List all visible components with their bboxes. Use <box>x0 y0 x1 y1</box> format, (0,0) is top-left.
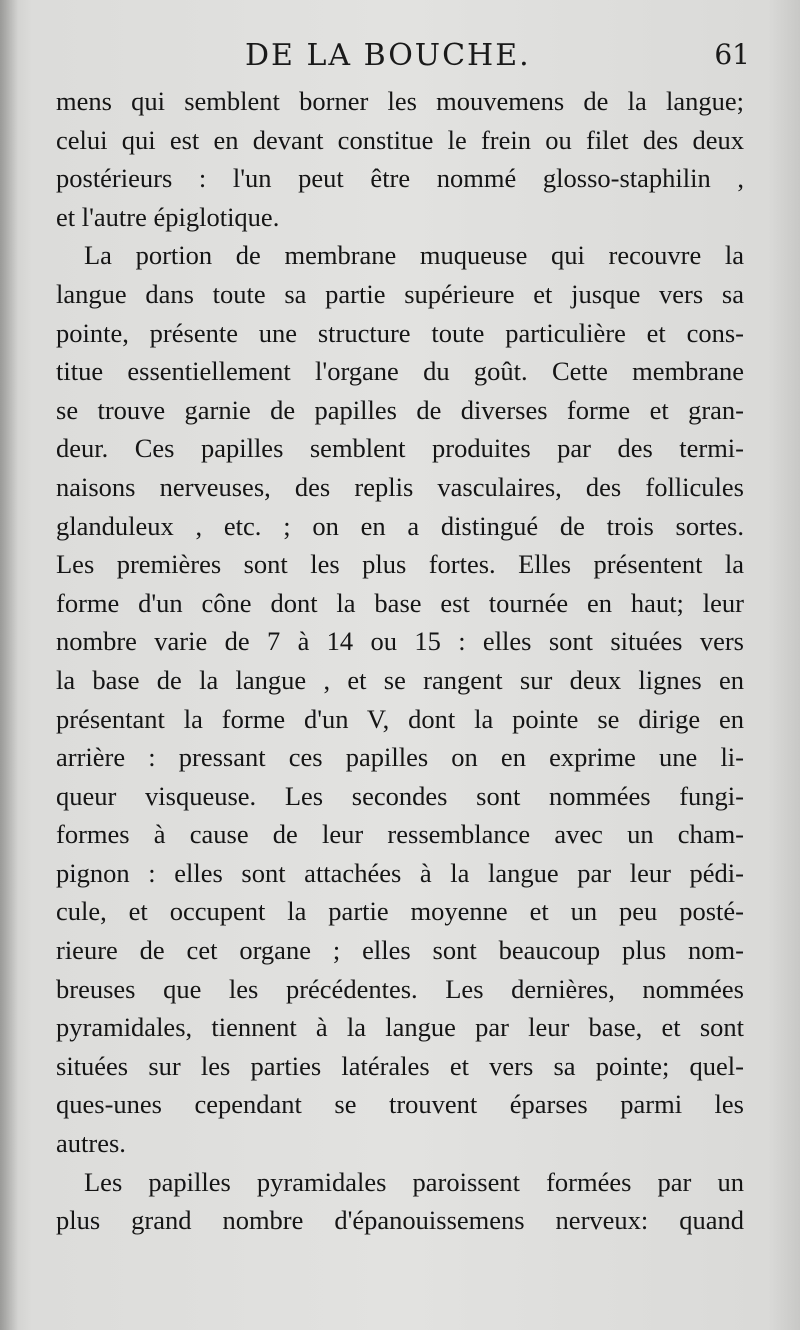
text-line: formes à cause de leur ressemblance avec un cham- <box>56 819 744 850</box>
text-line: postérieurs : l'un peut être nommé glosso-staphilin , <box>56 163 744 194</box>
text-line: plus grand nombre d'épanouissemens nerveux: quand <box>56 1205 744 1236</box>
text-line: La portion de membrane muqueuse qui recouvre la <box>84 240 744 271</box>
text-line: deur. Ces papilles semblent produites par des termi- <box>56 433 744 464</box>
body-text <box>56 82 744 1240</box>
text-line: glanduleux , etc. ; on en a distingué de trois sortes. <box>56 510 744 541</box>
text-line: situées sur les parties latérales et vers sa pointe; quel- <box>56 1050 744 1081</box>
text-line: mens qui semblent borner les mouvemens de la langue; <box>56 86 744 116</box>
running-title: DE LA BOUCHE. <box>245 38 531 73</box>
text-line: autres. <box>56 1128 126 1159</box>
text-line: présentant la forme d'un V, dont la pointe se dirige en <box>56 703 744 734</box>
page-header <box>60 36 750 80</box>
text-line: ques-unes cependant se trouvent éparses parmi les <box>56 1089 744 1120</box>
text-line: breuses que les précédentes. Les dernières, nommées <box>56 973 744 1004</box>
text-line: queur visqueuse. Les secondes sont nommées fungi- <box>56 780 744 811</box>
text-line: la base de la langue , et se rangent sur deux lignes en <box>56 664 744 695</box>
text-line: pointe, présente une structure toute particulière et cons- <box>56 317 744 348</box>
text-line: cule, et occupent la partie moyenne et un peu posté- <box>56 896 744 927</box>
text-line: et l'autre épiglotique. <box>56 201 280 232</box>
text-line: pyramidales, tiennent à la langue par leur base, et sont <box>56 1012 744 1043</box>
text-line: langue dans toute sa partie supérieure et jusque vers sa <box>56 278 744 309</box>
text-line: celui qui est en devant constitue le frein ou filet des deux <box>56 124 744 155</box>
text-line: nombre varie de 7 à 14 ou 15 : elles sont situées vers <box>56 626 744 657</box>
text-line: forme d'un cône dont la base est tournée en haut; leur <box>56 587 744 618</box>
text-line: titue essentiellement l'organe du goût. Cette membrane <box>56 356 744 387</box>
binding-shadow <box>0 0 18 1330</box>
text-line: Les papilles pyramidales paroissent formées par un <box>84 1166 744 1197</box>
page-number: 61 <box>714 38 750 71</box>
text-line: rieure de cet organe ; elles sont beaucoup plus nom- <box>56 935 744 966</box>
text-line: naisons nerveuses, des replis vasculaires, des follicules <box>56 471 744 502</box>
text-line: Les premières sont les plus fortes. Elles présentent la <box>56 549 744 580</box>
text-line: arrière : pressant ces papilles on en exprime une li- <box>56 742 744 773</box>
text-line: se trouve garnie de papilles de diverses forme et gran- <box>56 394 744 425</box>
text-line: pignon : elles sont attachées à la langue par leur pédi- <box>56 857 744 888</box>
